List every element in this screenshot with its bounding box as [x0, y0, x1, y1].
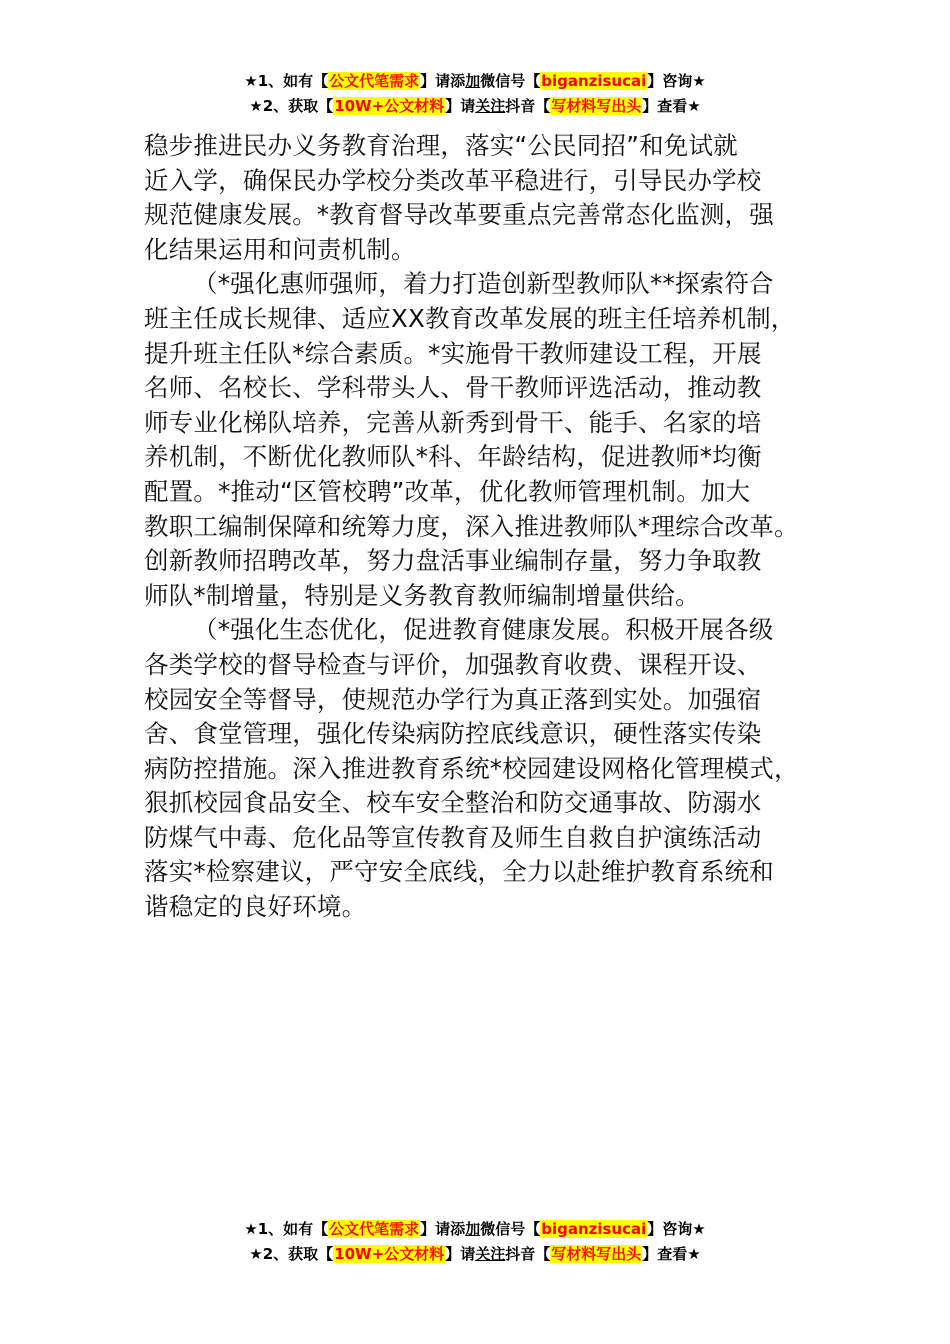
- header-line-1-mid: 】请添: [420, 72, 466, 90]
- text-line: 名师、名校长、学科带头人、骨干教师评选活动，推动教: [144, 373, 762, 403]
- text-line: 狠抓校园食品安全、校车安全整治和防交通事故、防溺水: [144, 788, 762, 818]
- header-line-2-mid2: 抖音【: [505, 97, 551, 115]
- text-line: 师队*制增量，特别是义务教育教师编制增量供给。: [144, 580, 700, 610]
- paragraph: [144, 613, 844, 924]
- header-line-1-prefix: ★1、如有【: [244, 72, 329, 90]
- text-line: 各类学校的督导检查与评价，加强教育收费、课程开设、: [144, 649, 762, 679]
- header-banner: [0, 69, 950, 119]
- header-line-2: [0, 94, 950, 119]
- footer-line-2-underlined: 关注: [475, 1245, 506, 1263]
- text-line: 防煤气中毒、危化品等宣传教育及师生自救自护演练活动: [144, 822, 762, 852]
- text-line: 养机制，不断优化教师队*科、年龄结构，促进教师*均衡: [144, 442, 762, 472]
- footer-line-2-mid: 】请: [445, 1245, 476, 1263]
- highlight-wechat-id: biganzisucai: [541, 1220, 647, 1238]
- footer-line-1-underlined: 加: [465, 1220, 481, 1238]
- text-line: 谐稳定的良好环境。: [144, 892, 367, 922]
- highlight-writing-service: 公文代笔需求: [329, 1220, 420, 1238]
- header-line-2-underlined: 关注: [475, 97, 506, 115]
- header-line-1-underlined: 加: [465, 72, 481, 90]
- header-line-1: [0, 69, 950, 94]
- footer-line-2-suffix: 】查看★: [642, 1245, 701, 1263]
- highlight-douyin-account: 写材料写出头: [551, 97, 642, 115]
- text-line: 创新教师招聘改革，努力盘活事业编制存量，努力争取教: [144, 546, 762, 576]
- text-line: 配置。*推动“区管校聘”改革，优化教师管理机制。加大: [144, 476, 751, 506]
- text-line: 班主任成长规律、适应XX教育改革发展的班主任培养机制，: [144, 303, 796, 333]
- header-line-1-suffix: 】咨询★: [647, 72, 706, 90]
- header-line-2-suffix: 】查看★: [642, 97, 701, 115]
- paragraph: [144, 129, 844, 267]
- highlight-materials: 10W+公文材料: [334, 97, 445, 115]
- footer-banner: [0, 1217, 950, 1267]
- text-line: 病防控措施。深入推进教育系统*校园建设网格化管理模式，: [144, 753, 799, 783]
- text-line: 规范健康发展。*教育督导改革要重点完善常态化监测，强: [144, 200, 774, 230]
- text-line: 舍、食堂管理，强化传染病防控底线意识，硬性落实传染: [144, 719, 762, 749]
- footer-line-2: [0, 1242, 950, 1267]
- text-line: 提升班主任队*综合素质。*实施骨干教师建设工程，开展: [144, 338, 762, 368]
- highlight-wechat-id: biganzisucai: [541, 72, 647, 90]
- text-line: 近入学，确保民办学校分类改革平稳进行，引导民办学校: [144, 165, 762, 195]
- text-line: 校园安全等督导，使规范办学行为真正落到实处。加强宿: [144, 684, 762, 714]
- highlight-writing-service: 公文代笔需求: [329, 72, 420, 90]
- document-body: [144, 129, 844, 925]
- footer-line-2-mid2: 抖音【: [505, 1245, 551, 1263]
- text-line: 教职工编制保障和统筹力度，深入推进教师队*理综合改革。: [144, 511, 799, 541]
- text-line: 落实*检察建议，严守安全底线，全力以赴维护教育系统和: [144, 857, 774, 887]
- footer-line-1: [0, 1217, 950, 1242]
- paragraph: [144, 267, 844, 613]
- header-line-2-mid: 】请: [445, 97, 476, 115]
- footer-line-2-prefix: ★2、获取【: [249, 1245, 334, 1263]
- highlight-materials: 10W+公文材料: [334, 1245, 445, 1263]
- footer-line-1-mid2: 微信号【: [480, 1220, 541, 1238]
- text-line: （*强化生态优化，促进教育健康发展。积极开展各级: [193, 615, 774, 645]
- highlight-douyin-account: 写材料写出头: [551, 1245, 642, 1263]
- text-line: 稳步推进民办义务教育治理，落实“公民同招”和免试就: [144, 131, 738, 160]
- footer-line-1-suffix: 】咨询★: [647, 1220, 706, 1238]
- text-line: （*强化惠师强师，着力打造创新型教师队**探索符合: [193, 269, 774, 299]
- text-line: 化结果运用和问责机制。: [144, 234, 416, 264]
- footer-line-1-prefix: ★1、如有【: [244, 1220, 329, 1238]
- text-line: 师专业化梯队培养，完善从新秀到骨干、能手、名家的培: [144, 407, 762, 437]
- header-line-1-mid2: 微信号【: [480, 72, 541, 90]
- footer-line-1-mid: 】请添: [420, 1220, 466, 1238]
- header-line-2-prefix: ★2、获取【: [249, 97, 334, 115]
